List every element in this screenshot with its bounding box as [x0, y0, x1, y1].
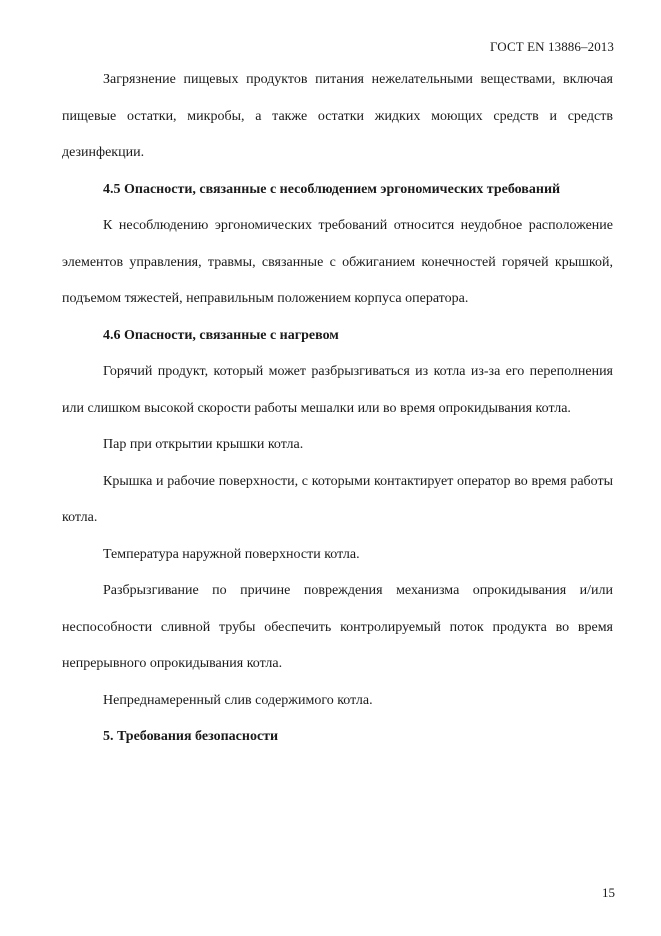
- standard-header: ГОСТ EN 13886–2013: [490, 39, 614, 54]
- page-body: [62, 62, 613, 756]
- paragraph-splashing: Разбрызгивание по причине повреждения механизма опрокидывания и/или неспособности сливной трубы обеспечить контролируемый поток продукта во время непрерывного опрокидывания котла.: [62, 583, 613, 671]
- paragraph-hot-product: Горячий продукт, который может разбрызгиваться из котла из-за его переполнения или слишком высокой скорости работы мешалки или во время опрокидывания котла.: [62, 364, 613, 416]
- paragraph-outer-temperature: Температура наружной поверхности котла.: [103, 546, 360, 562]
- heading-5: 5. Требования безопасности: [103, 729, 279, 744]
- heading-4-5: 4.5 Опасности, связанные с несоблюдением эргономических требований: [103, 181, 561, 197]
- page-number: 15: [602, 885, 615, 900]
- paragraph-contamination: Загрязнение пищевых продуктов питания нежелательными веществами, включая пищевые остатки, микробы, а также остатки жидких моющих средств и средств дезинфекции.: [62, 72, 613, 160]
- paragraph-unintended-drain: Непреднамеренный слив содержимого котла.: [103, 692, 373, 708]
- heading-4-6: 4.6 Опасности, связанные с нагревом: [103, 327, 339, 343]
- paragraph-ergonomics: К несоблюдению эргономических требований относится неудобное расположение элементов управления, травмы, связанные с обжиганием конечностей горячей крышкой, подъемом тяжестей, неправильным положением корпуса оператора.: [62, 218, 613, 306]
- paragraph-steam: Пар при открытии крышки котла.: [103, 437, 304, 452]
- paragraph-lid-surfaces: Крышка и рабочие поверхности, с которыми контактирует оператор во время работы котла.: [62, 473, 613, 525]
